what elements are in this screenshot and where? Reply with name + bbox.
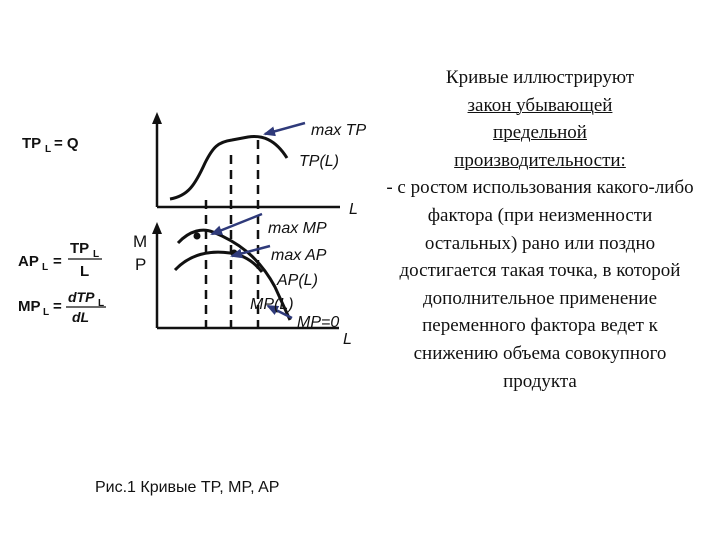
text-line-4: производительности: xyxy=(454,149,626,171)
max-ap-label: max AP xyxy=(271,247,327,264)
max-tp-label: max TP xyxy=(311,122,367,139)
svg-text:L: L xyxy=(80,263,90,280)
l-axis-label-bottom: L xyxy=(343,331,352,348)
figure-caption: Рис.1 Кривые TP, MP, AP xyxy=(95,479,280,496)
ap-formula xyxy=(18,240,102,280)
svg-text:AP: AP xyxy=(18,253,39,270)
text-line-3: предельной xyxy=(493,122,587,144)
ap-curve-label: AP(L) xyxy=(277,272,318,289)
svg-text:L: L xyxy=(45,144,52,155)
svg-text:L: L xyxy=(98,298,105,309)
svg-text:=: = xyxy=(53,298,62,315)
svg-text:=: = xyxy=(53,253,62,270)
svg-text:MP: MP xyxy=(18,298,41,315)
tp-curve xyxy=(170,137,287,199)
svg-text:L: L xyxy=(43,307,50,318)
mp-max-dot xyxy=(194,233,201,240)
l-axis-label-top: L xyxy=(349,201,358,218)
p-letter: P xyxy=(135,255,147,274)
svg-text:L: L xyxy=(42,262,49,273)
mp-curve-label: MP(L) xyxy=(250,296,294,313)
svg-text:dTP: dTP xyxy=(68,289,95,305)
explanation-text xyxy=(380,64,700,395)
text-line-2: закон убывающей xyxy=(467,94,613,116)
tp-curve-label: TP(L) xyxy=(299,153,339,170)
svg-text:TP: TP xyxy=(70,240,90,257)
svg-text:TP: TP xyxy=(22,135,42,152)
mp-zero-label: MP=0 xyxy=(297,314,340,331)
tp-formula xyxy=(22,135,79,155)
text-body: - с ростом использования какого-либо фактора (при неизменности остальных) рано или поздно достигается такая точка, в которой дополнительное применение переменного фактора ведет к снижению объема совокупного продукта xyxy=(386,177,694,392)
svg-text:dL: dL xyxy=(72,309,90,325)
max-mp-label: max MP xyxy=(268,220,327,237)
m-letter: M xyxy=(133,232,148,251)
svg-text:= Q: = Q xyxy=(54,135,79,152)
svg-text:L: L xyxy=(93,249,100,260)
mp-formula xyxy=(18,289,106,325)
text-line-1: Кривые иллюстрируют xyxy=(445,67,635,88)
